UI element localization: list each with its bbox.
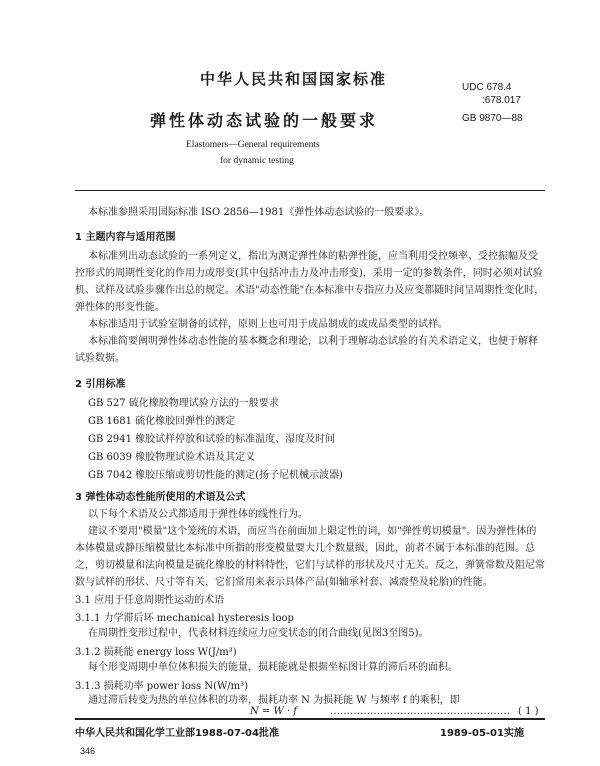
english-title-line1: Elastomers—General requirements — [186, 140, 320, 150]
footer-divider — [75, 718, 545, 720]
udc-code-line1: UDC 678.4 — [462, 82, 512, 93]
section1-heading: 1 主题内容与适用范围 — [75, 232, 176, 243]
page-number: 346 — [80, 746, 96, 756]
section1-para1: 本标准列出动态试验的一系列定义，指出为测定弹性体的粘弹性能，应当利用受控频率、受控振幅及受控形式的周期性变化的作用力或形变(其中包括冲击力及冲击形变)，采用一定的参数条件，同时必须对试验机、试样及试验步骤作出总的规定。术语"动态性能"在本标准中专指应力及应变都随时间呈周期性变化时，弹性体的形变性能。 — [75, 251, 545, 313]
formula-1: N = W · f — [250, 706, 298, 717]
section2-heading: 2 引用标准 — [75, 379, 126, 390]
section3-heading: 3 弹性体动态性能所使用的术语及公式 — [75, 492, 246, 503]
section3-para2: 建议不要用"模量"这个笼统的术语，而应当在前面加上限定性的词，如"弹性剪切模量"。因为弹性体的本体模量或静压缩模量比本标准中所指的形变模量要大几个数量级，因此，前者不属于本标准的范围。总之，剪切模量和法向模量是硫化橡胶的材料特性，它们与试样的形状及尺寸无关。反之，弹簧常数及阻尼常数与试样的形状、尺寸等有关，它们常用来表示具体产品(如轴承衬套、减震垫及轮胎)的性能。 — [75, 526, 545, 588]
clause-3-1-1-heading: 3.1.1 力学滞后环 mechanical hysteresis loop — [75, 613, 294, 624]
section1-para2: 本标准适用于试验室制备的试样，原则上也可用于成品制成的或成品类型的试样。 — [88, 319, 448, 330]
intro-paragraph: 本标准参照采用国际标准 ISO 2856—1981《弹性体动态试验的一般要求》。 — [88, 207, 430, 218]
clause-3-1-3-text: 通过滞后转变为热的单位体积的功率，损耗功率 N 为损耗能 W 与频率 f 的乘积，即 — [88, 695, 460, 706]
clause-3-1-2-heading: 3.1.2 损耗能 energy loss W(J/m³) — [75, 647, 237, 658]
formula-leader-dots: ……………………………………………… — [330, 706, 510, 717]
reference-item: GB 527 硫化橡胶物理试验方法的一般要求 — [88, 398, 279, 409]
clause-3-1-2-text: 每个形变周期中单位体积损失的能量，损耗能就是根据坐标图计算的滞后环的面积。 — [88, 662, 458, 673]
standard-title: 中华人民共和国国家标准 — [200, 70, 388, 88]
gb-code: GB 9870—88 — [462, 113, 523, 124]
clause-3-1-heading: 3.1 应用于任意周期性运动的术语 — [75, 595, 225, 606]
reference-item: GB 1681 硫化橡胶回弹性的测定 — [88, 416, 236, 427]
clause-3-1-3-heading: 3.1.3 损耗功率 power loss N(W/m³) — [75, 681, 249, 692]
english-title-line2: for dynamic testing — [220, 156, 294, 166]
reference-item: GB 7042 橡胶压缩或剪切性能的测定(扬子尼机械示波器) — [88, 470, 343, 481]
issuing-authority: 中华人民共和国化学工业部1988-07-04批准 — [75, 728, 279, 739]
clause-3-1-1-text: 在周期性变形过程中，代表材料连续应力应变状态的闭合曲线(见图3至图5)。 — [88, 628, 429, 639]
section3-para1: 以下每个术语及公式都适用于弹性体的线性行为。 — [88, 509, 308, 520]
reference-item: GB 2941 橡胶试样停放和试验的标准温度、湿度及时间 — [88, 434, 336, 445]
effective-date: 1989-05-01实施 — [440, 728, 524, 739]
udc-code-line2: :678.017 — [482, 95, 521, 106]
section1-para3: 本标准简要阐明弹性体动态性能的基本概念和理论，以利于理解动态试验的有关术语定义，也便于解释试验数据。 — [75, 336, 538, 364]
reference-item: GB 6039 橡胶物理试验术语及其定义 — [88, 452, 256, 463]
header-divider — [75, 190, 545, 191]
document-title: 弹性体动态试验的一般要求 — [150, 111, 379, 130]
formula-number: ( 1 ) — [518, 706, 539, 717]
